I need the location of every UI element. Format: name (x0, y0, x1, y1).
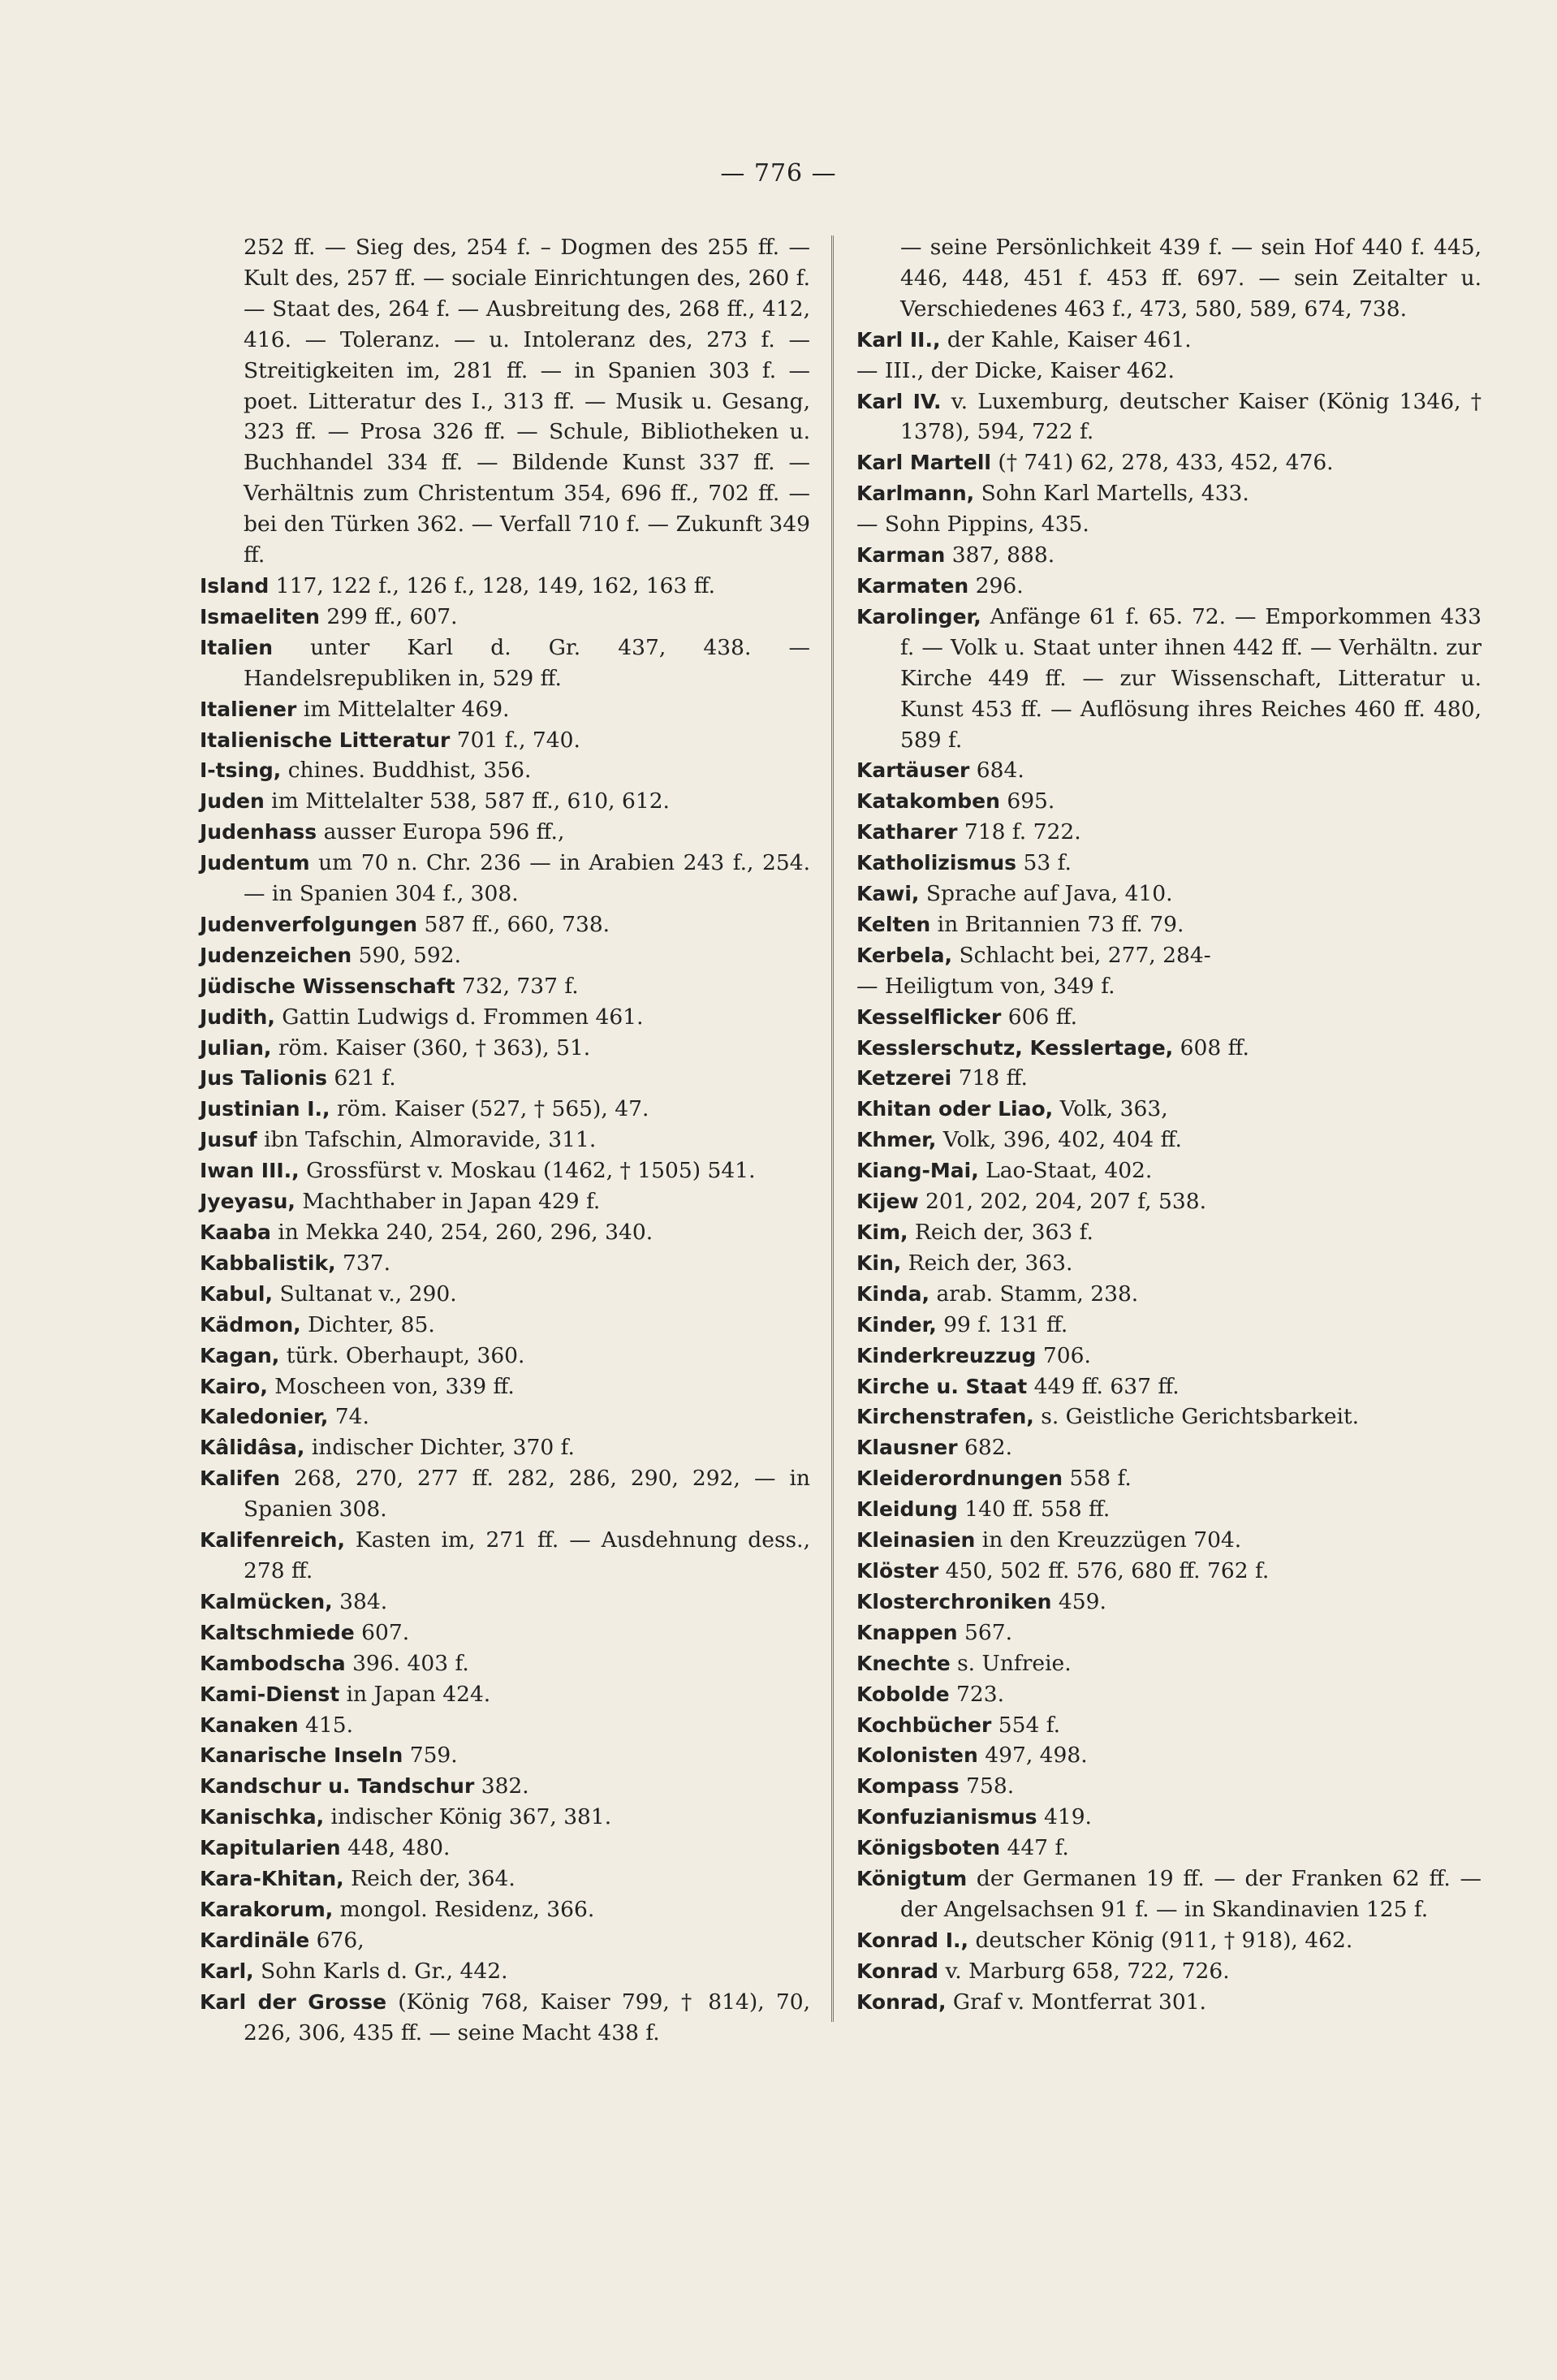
index-headword: Kirchenstrafen, (856, 1405, 1034, 1429)
index-entry (200, 1987, 810, 2049)
index-entry (856, 1987, 1482, 2018)
index-headword: Klosterchroniken (856, 1589, 1052, 1613)
index-headword: Kaltschmiede (200, 1620, 355, 1644)
index-headword: Kabbalistik, (200, 1250, 336, 1275)
index-references: Reich der, 364. (343, 1866, 515, 1892)
index-entry (200, 1371, 810, 1402)
index-entry (200, 817, 810, 848)
index-references: 268, 270, 277 ff. 282, 286, 290, 292, — in Spanien 308. (244, 1466, 810, 1523)
index-headword: Kanaken (200, 1713, 299, 1737)
index-references: 682. (957, 1435, 1013, 1461)
index-references: 621 f. (326, 1065, 396, 1091)
index-headword: Julian, (200, 1035, 272, 1060)
index-references: s. Geistliche Gerichtsbarkeit. (1033, 1404, 1360, 1430)
index-headword: Konrad (856, 1959, 939, 1983)
index-headword: Kim, (856, 1220, 908, 1244)
index-entry (856, 1587, 1482, 1618)
index-references: Kasten im, 271 ff. — Ausdehnung dess., 278 ff. (244, 1527, 810, 1583)
index-entry (856, 909, 1482, 940)
index-entry (856, 509, 1482, 540)
index-references: Machthaber in Japan 429 f. (295, 1189, 601, 1215)
index-references: ibn Tafschin, Almoravide, 311. (257, 1127, 597, 1153)
index-references: 201, 202, 204, 207 f, 538. (918, 1189, 1206, 1215)
index-headword: Kinder, (856, 1312, 937, 1337)
index-headword: Karakorum, (200, 1897, 334, 1921)
index-references: Dichter, 85. (300, 1311, 435, 1337)
index-entry (200, 725, 810, 756)
index-references: indischer Dichter, 370 f. (304, 1435, 575, 1461)
index-entry (856, 1494, 1482, 1525)
index-column-left (200, 232, 810, 2048)
index-entry (200, 1310, 810, 1341)
index-entry (856, 1833, 1482, 1864)
index-headword: Knappen (856, 1620, 958, 1644)
index-references: v. Luxemburg, deutscher Kaiser (König 1346, † 1378), 594, 722 f. (900, 388, 1482, 445)
index-headword: Judith, (200, 1004, 275, 1029)
index-references: 74. (328, 1404, 369, 1430)
index-references: Sprache auf Java, 410. (919, 881, 1173, 907)
index-references: Reich der, 363. (901, 1250, 1073, 1276)
index-entry (856, 1463, 1482, 1494)
index-references: 299 ff., 607. (319, 603, 458, 629)
index-references: 558 f. (1063, 1466, 1132, 1492)
index-references: 99 f. 131 ff. (936, 1311, 1068, 1337)
index-entry (200, 786, 810, 817)
index-references: röm. Kaiser (527, † 565), 47. (330, 1096, 649, 1122)
index-entry (856, 786, 1482, 817)
index-headword: Ketzerei (856, 1066, 952, 1091)
index-references: 447 f. (1000, 1835, 1069, 1861)
index-headword: Italiener (200, 697, 297, 721)
index-headword: Juden (200, 789, 265, 814)
index-entry (200, 971, 810, 1002)
index-entry (200, 232, 810, 571)
index-entry (200, 848, 810, 909)
index-entry (200, 1525, 810, 1587)
index-references: Anfänge 61 f. 65. 72. — Emporkommen 433 f. — Volk u. Staat unter ihnen 442 ff. — Verhältn. zur Kirche 449 ff. — zur Wissenschaft, Litteratur u. Kunst 453 ff. — Auflösung ihres Reiches 460 ff. 480, 589 f. (900, 603, 1482, 753)
index-references: der Kahle, Kaiser 461. (940, 326, 1192, 352)
index-references: 497, 498. (977, 1743, 1088, 1769)
index-entry (856, 602, 1482, 756)
index-references: der Germanen 19 ff. — der Franken 62 ff. — der Angelsachsen 91 f. — in Skandinavien 125 f. (900, 1866, 1482, 1922)
index-references: in den Kreuzzügen 704. (975, 1527, 1242, 1553)
index-headword: Jusuf (200, 1128, 257, 1152)
index-references: 695. (999, 788, 1055, 814)
index-references: 684. (969, 758, 1024, 784)
index-headword: Kaaba (200, 1220, 271, 1244)
index-entry (856, 1525, 1482, 1556)
index-entry (856, 1310, 1482, 1341)
index-references: 590, 592. (352, 942, 462, 968)
index-headword: Kalifen (200, 1466, 281, 1491)
index-entry (200, 694, 810, 725)
index-references: 449 ff. 637 ff. (1027, 1373, 1180, 1399)
index-entry (856, 387, 1482, 448)
index-headword: Karmaten (856, 573, 969, 598)
index-references: chines. Buddhist, 356. (281, 758, 532, 784)
index-references: indischer König 367, 381. (324, 1804, 612, 1830)
index-headword: Kiang-Mai, (856, 1159, 979, 1183)
index-references: röm. Kaiser (360, † 363), 51. (271, 1035, 591, 1060)
index-references: 415. (298, 1712, 354, 1738)
index-headword: Justinian I., (200, 1097, 330, 1121)
index-entry (200, 1217, 810, 1248)
index-entry (856, 1618, 1482, 1648)
index-headword: Kin, (856, 1250, 902, 1275)
index-entry (856, 1679, 1482, 1710)
index-headword: Kesslerschutz, Kesslertage, (856, 1035, 1174, 1060)
index-references: — seine Persönlichkeit 439 f. — sein Hof 440 f. 445, 446, 448, 451 f. 453 ff. 697. — sein Zeitalter u. Verschiedenes 463 f., 473, 580, 589, 674, 738. (900, 235, 1482, 322)
index-headword: Karl IV. (856, 389, 942, 413)
index-references: ausser Europa 596 ff., (317, 819, 565, 845)
index-entry (856, 447, 1482, 478)
index-entry (856, 879, 1482, 909)
index-headword: Klöster (856, 1558, 939, 1583)
index-entry (856, 1155, 1482, 1186)
index-entry (200, 1463, 810, 1525)
index-headword: Kanarische Inseln (200, 1743, 403, 1768)
index-headword: Kochbücher (856, 1713, 992, 1737)
index-headword: Karlmann, (856, 482, 975, 506)
index-entry (200, 633, 810, 694)
index-headword: Island (200, 573, 270, 598)
index-references: 419. (1037, 1804, 1092, 1830)
index-references: 608 ff. (1173, 1035, 1249, 1060)
index-entry (856, 1802, 1482, 1833)
index-references: Volk, 396, 402, 404 ff. (936, 1127, 1182, 1153)
index-headword: Kara-Khitan, (200, 1867, 344, 1891)
index-entry (200, 1771, 810, 1802)
index-references: Sultanat v., 290. (273, 1281, 457, 1307)
index-entry (856, 848, 1482, 879)
index-references: in Britannien 73 ff. 79. (930, 911, 1184, 937)
index-entry (856, 478, 1482, 509)
index-references: Reich der, 363 f. (908, 1220, 1093, 1245)
index-references: im Mittelalter 538, 587 ff., 610, 612. (264, 788, 670, 814)
index-headword: Kandschur u. Tandschur (200, 1774, 475, 1799)
index-references: türk. Oberhaupt, 360. (279, 1342, 525, 1368)
index-references: — III., der Dicke, Kaiser 462. (856, 357, 1175, 383)
index-entry (200, 1802, 810, 1833)
index-entry (856, 1186, 1482, 1217)
index-headword: Kartäuser (856, 758, 970, 783)
index-headword: Konrad, (856, 1989, 947, 2014)
index-headword: Kinderkreuzzug (856, 1343, 1037, 1367)
index-references: unter Karl d. Gr. 437, 438. — Handelsrepubliken in, 529 ff. (244, 634, 810, 691)
index-references: 723. (949, 1681, 1005, 1707)
index-references: 567. (957, 1619, 1013, 1645)
index-headword: Kompass (856, 1774, 960, 1799)
index-references: 384. (332, 1588, 388, 1614)
index-entry (856, 817, 1482, 848)
index-entry (200, 940, 810, 971)
index-entry (200, 1248, 810, 1279)
index-entry (856, 1710, 1482, 1741)
index-references: 737. (335, 1250, 391, 1276)
index-headword: Karl, (200, 1959, 254, 1983)
index-references: 759. (403, 1743, 458, 1769)
index-references: Schlacht bei, 277, 284- (952, 942, 1211, 968)
index-headword: Kâlidâsa, (200, 1436, 305, 1460)
index-entry (200, 602, 810, 633)
index-entry (200, 1125, 810, 1155)
index-headword: Kolonisten (856, 1743, 978, 1768)
index-entry (856, 325, 1482, 356)
index-entry (200, 1710, 810, 1741)
index-references: 140 ff. 558 ff. (957, 1497, 1111, 1523)
index-entry (856, 1279, 1482, 1310)
index-headword: Jus Talionis (200, 1066, 327, 1091)
index-references: 718 f. 722. (957, 819, 1081, 845)
column-divider (831, 235, 834, 2022)
index-references: 587 ff., 660, 738. (417, 911, 610, 937)
index-entry (200, 1033, 810, 1064)
index-entry (200, 1063, 810, 1094)
index-headword: Konfuzianismus (856, 1805, 1037, 1829)
index-references: Graf v. Montferrat 301. (946, 1989, 1206, 2015)
index-headword: Iwan III., (200, 1159, 300, 1183)
index-references: Grossfürst v. Moskau (1462, † 1505) 541. (299, 1158, 756, 1184)
index-entry (856, 1248, 1482, 1279)
index-references: 252 ff. — Sieg des, 254 f. – Dogmen des 255 ff. — Kult des, 257 ff. — sociale Einrichtungen des, 260 f. — Staat des, 264 f. — Ausbreitung des, 268 ff., 412, 416. — Toleranz. — u. Intoleranz des, 273 f. — Streitigkeiten im, 281 ff. — in Spanien 303 f. — poet. Litteratur des I., 313 ff. — Musik u. Gesang, 323 ff. — Prosa 326 ff. — Schule, Bibliotheken u. Buchhandel 334 ff. — Bildende Kunst 337 ff. — Verhältnis zum Christentum 354, 696 ff., 702 ff. — bei den Türken 362. — Verfall 710 f. — Zukunft 349 ff. (244, 235, 810, 568)
index-headword: Kalifenreich, (200, 1528, 345, 1553)
index-headword: Kalmücken, (200, 1589, 333, 1613)
index-references: 53 f. (1016, 850, 1072, 876)
index-references: 450, 502 ff. 576, 680 ff. 762 f. (938, 1557, 1270, 1583)
index-entry (200, 1833, 810, 1864)
index-references: Sohn Karl Martells, 433. (974, 481, 1249, 507)
index-references: in Mekka 240, 254, 260, 296, 340. (270, 1220, 653, 1245)
index-references: v. Marburg 658, 722, 726. (938, 1958, 1230, 1984)
index-headword: Judenhass (200, 820, 317, 844)
index-headword: Kijew (856, 1190, 919, 1214)
index-references: im Mittelalter 469. (296, 696, 510, 722)
index-references: 758. (959, 1773, 1015, 1799)
index-entry (200, 1341, 810, 1371)
index-entry (856, 1002, 1482, 1033)
index-entry (856, 1371, 1482, 1402)
index-references: Sohn Karls d. Gr., 442. (253, 1958, 508, 1984)
index-references: 676, (309, 1927, 364, 1953)
index-headword: Klausner (856, 1436, 958, 1460)
index-references: s. Unfreie. (950, 1650, 1072, 1676)
index-headword: Kambodscha (200, 1651, 346, 1675)
index-references: 606 ff. (1001, 1004, 1078, 1030)
index-references: 706. (1036, 1342, 1091, 1368)
index-references: 718 ff. (951, 1065, 1028, 1091)
index-references: 396. 403 f. (345, 1650, 469, 1676)
index-entry (200, 1740, 810, 1771)
index-headword: Königsboten (856, 1836, 1001, 1860)
index-entry (200, 1002, 810, 1033)
index-entry (200, 1432, 810, 1463)
index-headword: Italien (200, 635, 274, 659)
index-entry (200, 1894, 810, 1925)
index-references: (König 768, Kaiser 799, † 814), 70, 226, 306, 435 ff. — seine Macht 438 f. (244, 1989, 810, 2045)
index-headword: Judenverfolgungen (200, 912, 418, 936)
index-references: deutscher König (911, † 918), 462. (968, 1927, 1353, 1953)
index-entry (856, 1864, 1482, 1925)
index-entry (200, 1864, 810, 1894)
index-entry (856, 971, 1482, 1002)
index-entry (856, 755, 1482, 786)
index-headword: Kobolde (856, 1682, 950, 1706)
index-entry (856, 1341, 1482, 1371)
index-references: 448, 480. (340, 1835, 451, 1861)
index-headword: Kinda, (856, 1281, 930, 1306)
index-references: — Heiligtum von, 349 f. (856, 973, 1115, 999)
index-entry (200, 1402, 810, 1432)
index-headword: Karl Martell (856, 451, 991, 475)
index-headword: Kapitularien (200, 1836, 341, 1860)
index-entry (200, 1155, 810, 1186)
page-number: — 776 — (720, 159, 837, 188)
index-headword: Kagan, (200, 1343, 280, 1367)
index-references: 117, 122 f., 126 f., 128, 149, 162, 163 ff. (269, 572, 716, 598)
index-headword: Ismaeliten (200, 604, 320, 628)
index-references: 387, 888. (945, 542, 1055, 568)
index-references: — Sohn Pippins, 435. (856, 512, 1089, 538)
index-entry (200, 1279, 810, 1310)
index-headword: I-tsing, (200, 758, 282, 783)
index-references: Moscheen von, 339 ff. (267, 1373, 515, 1399)
index-headword: Karl II., (856, 327, 941, 352)
index-entry (856, 540, 1482, 571)
index-headword: Kanischka, (200, 1805, 325, 1829)
index-references: Lao-Staat, 402. (978, 1158, 1153, 1184)
index-headword: Kardinäle (200, 1928, 310, 1952)
index-entry (856, 1432, 1482, 1463)
index-headword: Kerbela, (856, 943, 953, 967)
index-references: 554 f. (991, 1712, 1061, 1738)
index-headword: Kami-Dienst (200, 1682, 340, 1706)
index-entry (200, 1679, 810, 1710)
index-headword: Kabul, (200, 1281, 274, 1306)
index-headword: Karman (856, 543, 946, 568)
index-entry (856, 1771, 1482, 1802)
index-entry (200, 755, 810, 786)
index-headword: Kesselflicker (856, 1004, 1002, 1029)
index-headword: Königtum (856, 1867, 968, 1891)
index-entry (200, 1587, 810, 1618)
index-references: arab. Stamm, 238. (929, 1281, 1139, 1307)
index-references: mongol. Residenz, 366. (333, 1896, 595, 1922)
index-references: 701 f., 740. (450, 727, 580, 753)
index-headword: Kairo, (200, 1374, 268, 1398)
index-headword: Khmer, (856, 1128, 937, 1152)
index-references: 607. (354, 1619, 410, 1645)
index-column-right (856, 232, 1482, 2018)
index-headword: Konrad I., (856, 1928, 969, 1952)
index-headword: Katholizismus (856, 851, 1017, 875)
index-headword: Kelten (856, 912, 931, 936)
index-headword: Jüdische Wissenschaft (200, 974, 455, 998)
index-entry (856, 1956, 1482, 1987)
index-headword: Kleinasien (856, 1528, 976, 1553)
index-entry (856, 356, 1482, 387)
index-entry (856, 1094, 1482, 1125)
index-headword: Kädmon, (200, 1312, 301, 1337)
index-headword: Kirche u. Staat (856, 1374, 1028, 1398)
index-entry (856, 1125, 1482, 1155)
index-entry (200, 1618, 810, 1648)
index-references: in Japan 424. (339, 1681, 491, 1707)
index-headword: Kaledonier, (200, 1405, 329, 1429)
index-headword: Kleidung (856, 1497, 958, 1522)
index-references: 382. (474, 1773, 529, 1799)
index-entry (200, 571, 810, 602)
index-entry (856, 1648, 1482, 1679)
index-entry (856, 232, 1482, 325)
index-headword: Karolinger, (856, 604, 981, 628)
index-entry (856, 1925, 1482, 1956)
index-headword: Jyeyasu, (200, 1190, 295, 1214)
index-entry (200, 1956, 810, 1987)
index-entry (200, 909, 810, 940)
index-headword: Kawi, (856, 882, 920, 906)
index-headword: Katharer (856, 820, 958, 844)
index-references: 296. (968, 572, 1024, 598)
index-entry (856, 940, 1482, 971)
index-headword: Italienische Litteratur (200, 728, 451, 752)
index-entry (856, 1740, 1482, 1771)
index-headword: Karl der Grosse (200, 1989, 387, 2014)
index-headword: Knechte (856, 1651, 951, 1675)
index-entry (856, 1063, 1482, 1094)
index-references: Volk, 363, (1053, 1096, 1168, 1122)
index-references: um 70 n. Chr. 236 — in Arabien 243 f., 254. — in Spanien 304 f., 308. (244, 850, 810, 907)
index-entry (200, 1186, 810, 1217)
index-references: († 741) 62, 278, 433, 452, 476. (990, 450, 1334, 476)
index-references: 459. (1051, 1588, 1106, 1614)
index-entry (856, 571, 1482, 602)
index-references: 732, 737 f. (455, 973, 579, 999)
index-entry (200, 1094, 810, 1125)
index-entry (200, 1648, 810, 1679)
index-entry (856, 1556, 1482, 1587)
index-headword: Judentum (200, 851, 310, 875)
index-references: Gattin Ludwigs d. Frommen 461. (274, 1004, 644, 1030)
index-entry (200, 1925, 810, 1956)
index-headword: Kleiderordnungen (856, 1466, 1063, 1491)
index-headword: Katakomben (856, 789, 1000, 814)
index-entry (856, 1033, 1482, 1064)
index-headword: Judenzeichen (200, 943, 352, 967)
index-entry (856, 1402, 1482, 1432)
index-entry (856, 1217, 1482, 1248)
index-headword: Khitan oder Liao, (856, 1097, 1054, 1121)
